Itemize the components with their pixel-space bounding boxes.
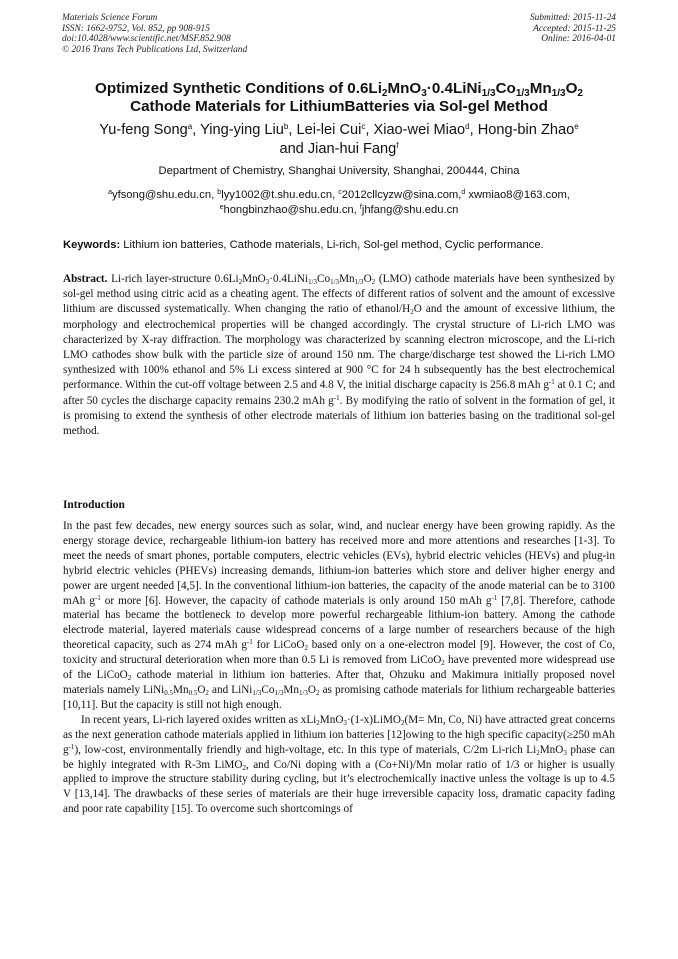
intro-subscript: 0.5: [164, 688, 174, 697]
author-name: Lei-lei Cui: [296, 122, 362, 138]
title-text: Co: [495, 80, 516, 97]
intro-subscript: 2: [316, 718, 320, 727]
title-line-1: [40, 80, 638, 98]
email-marker: d: [461, 189, 466, 196]
accepted-date: Accepted: 2015-11-25: [533, 23, 616, 34]
intro-subscript: 2: [400, 718, 405, 727]
intro-text: based only on a one-electron model [9]. However, the cost of Co, toxicity and structural deterioration when more than 0.5 Li is removed from LiCoO: [63, 639, 616, 667]
intro-subscript: 1/3: [274, 688, 284, 697]
author-name: and Jian-hui Fang: [279, 140, 397, 157]
affiliation: Department of Chemistry, Shanghai University, Shanghai, 200444, China: [158, 165, 520, 177]
title-text: ·0.4LiNi: [426, 80, 482, 97]
intro-text: have prevented more widespread use of the LiCoO: [63, 654, 615, 682]
intro-superscript: -1: [246, 638, 253, 647]
email-link[interactable]: hongbinzhao@shu.edu.cn,: [223, 203, 360, 216]
abstract-subscript: 3: [265, 278, 270, 286]
abstract-subscript: 2: [371, 278, 376, 286]
abstract-text: Mn: [339, 273, 355, 285]
introduction-body: [63, 519, 615, 817]
intro-text: O: [197, 683, 206, 696]
intro-paragraph-1: [63, 519, 615, 713]
intro-text: Mn: [283, 683, 299, 696]
title-subscript: 1/3: [481, 88, 496, 99]
abstract-subscript: 1/3: [308, 278, 318, 286]
intro-subscript: 3: [343, 718, 347, 727]
email-marker: f: [359, 203, 362, 211]
author-name: Ying-ying Liu: [200, 122, 284, 138]
intro-text: MnO: [539, 743, 564, 756]
author-list: Yu-feng Song$^a$, Ying-ying Liu$^b$, Lei-lei Cui$^c$, Xiao-wei Miao$^d$, Hong-bin Zhao$^e$ and Jian-hui Fang$^f$: [99, 122, 579, 157]
intro-superscript: -1: [68, 742, 75, 751]
email-link[interactable]: 2012cllcyzw@sina.com,: [341, 189, 462, 201]
intro-text: [7,8]. Therefore, cathode material has became the bottleneck to develop more powerful rechargeable lithium-ion battery. Among the cathode electrode material, layered materials cause widespread concerns of a large number of researchers because of the high theoretical capacity, such as 274 mAh g: [63, 594, 615, 652]
email-link[interactable]: yfsong@shu.edu.cn,: [112, 189, 218, 201]
abstract-text: . By modifying the ratio of solvent in the formation of gel, it is promising to extend the synthesis of other electrode materials of lithium ion batteries basing on the traditional sol-gel method.: [63, 394, 615, 438]
abstract-text: Li-rich layer-structure 0.6Li: [107, 273, 239, 285]
keywords-label: Keywords:: [63, 239, 121, 251]
intro-subscript: 1/3: [298, 688, 308, 697]
intro-subscript: 2: [242, 763, 246, 772]
doi-link[interactable]: doi:10.4028/www.scientific.net/MSF.852.908: [62, 34, 231, 45]
copyright-notice: © 2016 Trans Tech Publications Ltd, Switzerland: [62, 44, 248, 55]
intro-subscript: 2: [536, 748, 540, 757]
intro-text: ), low-cost, environmentally friendly and high-voltage, etc. In this type of materials, C/2m Li-rich Li: [74, 743, 537, 756]
title-subscript: 2: [381, 88, 388, 99]
intro-text: or more [6]. However, the capacity of cathode materials is only around 150 mAh g: [100, 594, 492, 607]
author-name: Hong-bin Zhao: [477, 122, 575, 138]
abstract-text: Co: [317, 273, 331, 285]
email-marker: e: [219, 203, 224, 211]
author-marker: c: [361, 122, 366, 131]
email-marker: a: [108, 189, 113, 196]
title-text: Mn: [529, 80, 552, 97]
title-text: MnO: [387, 80, 422, 97]
intro-text: ·(1-x)LiMO: [346, 713, 401, 726]
email-marker: c: [338, 189, 342, 196]
intro-text: and LiNi: [208, 683, 253, 696]
intro-text: MnO: [319, 713, 344, 726]
online-date: Online: 2016-04-01: [541, 34, 616, 45]
submitted-date: Submitted: 2015-11-24: [529, 13, 616, 23]
title-line-2: Cathode Materials for LithiumBatteries via Sol-gel Method: [130, 98, 548, 115]
email-link[interactable]: lyy1002@t.shu.edu.cn,: [221, 189, 339, 201]
intro-text: for LiCoO: [252, 639, 305, 652]
intro-subscript: 2: [205, 688, 209, 697]
intro-subscript: 2: [315, 688, 320, 697]
email-link[interactable]: jhfang@shu.edu.cn: [361, 203, 459, 216]
abstract-subscript: 2: [410, 308, 414, 317]
intro-superscript: -1: [94, 593, 101, 602]
intro-text: as promising cathode materials for lithium rechargeable batteries [10,11]. But the capacity is still not high enough.: [63, 683, 615, 711]
journal-issn: ISSN: 1662-9752, Vol. 852, pp 908-915: [62, 23, 210, 34]
abstract-text: at 0.1 C; and after 50 cycles the discharge capacity remains 230.2 mAh g: [63, 379, 615, 407]
author-emails: [40, 188, 638, 217]
email-marker: b: [217, 189, 222, 196]
abstract-superscript: -1: [333, 393, 340, 402]
author-name: Xiao-wei Miao: [373, 122, 466, 138]
keywords: [63, 238, 623, 252]
author-marker: d: [465, 122, 470, 131]
dates-header: [530, 13, 616, 45]
abstract-label: Abstract.: [63, 273, 108, 285]
intro-subscript: 3: [563, 748, 567, 757]
journal-name: Materials Science Forum: [62, 13, 158, 23]
title-subscript: 1/3: [515, 88, 530, 99]
abstract: [63, 272, 615, 439]
title-text: Optimized Synthetic Conditions of 0.6Li: [95, 80, 382, 97]
intro-text: In recent years, Li-rich layered oxides written as xLi: [81, 713, 317, 726]
abstract-text: O: [363, 273, 372, 285]
abstract-subscript: 2: [238, 278, 243, 286]
keywords-text: Lithium ion batteries, Cathode materials, Li-rich, Sol-gel method, Cyclic performance.: [120, 239, 544, 251]
author-marker: e: [574, 122, 579, 131]
intro-text: In the past few decades, new energy sources such as solar, wind, and nuclear energy have been growing rapidly. As the energy storage device, rechargeable lithium-ion battery has received more and more attentions and researches [1-3]. To meet the needs of smart phones, portable computers, electric vehicles (EVs), hybrid electric vehicles (HEVs) and plug-in hybrid electric vehicles (PHEVs) increasing demands, lithium-ion batteries which store and deliver higher energy and power are urgent needed [4,5]. In the conventional lithium-ion batteries, the capacity of the anode material can be to 3100 mAh g: [63, 520, 615, 607]
intro-text: cathode material in lithium ion batteries. After that, Ohzuku and Makimura initially proposed novel materials namely LiNi: [63, 669, 615, 696]
abstract-text: MnO: [242, 273, 266, 285]
author-name: Yu-feng Song: [99, 122, 188, 138]
abstract-superscript: -1: [548, 378, 555, 387]
title-subscript: 1/3: [551, 88, 566, 99]
intro-paragraph-2: [63, 713, 615, 817]
author-marker: f: [396, 140, 399, 150]
intro-subscript: 2: [441, 659, 445, 668]
intro-superscript: -1: [491, 593, 498, 602]
intro-text: O: [307, 683, 316, 696]
intro-text: , and Co/Ni doping with a (Co+Ni)/Mn molar ratio of 1/3 or higher is usually applied to improve the structure stability during cycling, but it’s electrochemically inactive unless the voltage is up to 4.5 V [13,14]. The drawbacks of these series of materials are their huge irreversible capacity loss, dramatic capacity fading and poor rate capability [15]. To overcome such shortcomings of: [63, 758, 615, 816]
abstract-subscript: 1/3: [354, 278, 364, 286]
intro-subscript: 0.5: [188, 688, 198, 697]
abstract-text: (LMO) cathode materials have been synthesized by sol-gel method using citric acid as a cheating agent. The effects of different ratios of solvent and the amount of excessive lithium are discussed systematically. When changing the ratio of ethanol/H: [63, 273, 615, 316]
journal-header: [62, 13, 247, 55]
intro-text: Co: [261, 683, 275, 696]
intro-text: Mn: [173, 683, 189, 696]
author-marker: a: [187, 122, 193, 131]
title-text: O: [565, 80, 578, 97]
abstract-text: O and the amount of excessive lithium, the morphology and electrochemical properties will be changed accordingly. The crystal structure of Li-rich LMO was characterized by X-ray diffraction. The morphology was characterized by scanning electron microscope, and the Li-rich LMO cathodes show bulk with the particle size of around 150 nm. The charge/discharge test showed the Li-rich LMO synthesized with 100% ethanol and 5% Li excess sintered at 900 °C for 24 h subsequently has the best electrochemical performance. Within the cut-off voltage between 2.5 and 4.8 V, the initial discharge capacity is 256.8 mAh g: [63, 303, 615, 392]
introduction-heading: Introduction: [63, 499, 125, 511]
abstract-subscript: 1/3: [330, 278, 340, 286]
intro-subscript: 2: [304, 644, 308, 653]
abstract-text: ·0.4LiNi: [269, 273, 309, 285]
email-link[interactable]: xwmiao8@163.com,: [465, 189, 570, 201]
title-subscript: 2: [577, 88, 583, 99]
intro-subscript: 2: [127, 674, 132, 683]
paper-title: [40, 80, 638, 116]
author-marker: b: [283, 122, 289, 131]
intro-subscript: 1/3: [252, 688, 262, 697]
intro-text: phase can be highly integrated with R-3m LiMO: [63, 743, 615, 771]
title-subscript: 3: [421, 88, 427, 99]
intro-text: (M= Mn, Co, Ni) have attracted great concerns as the next generation cathode materials applied in lithium ion batteries [12]owing to the high specific capacity(≥250 mAh g: [63, 713, 616, 756]
